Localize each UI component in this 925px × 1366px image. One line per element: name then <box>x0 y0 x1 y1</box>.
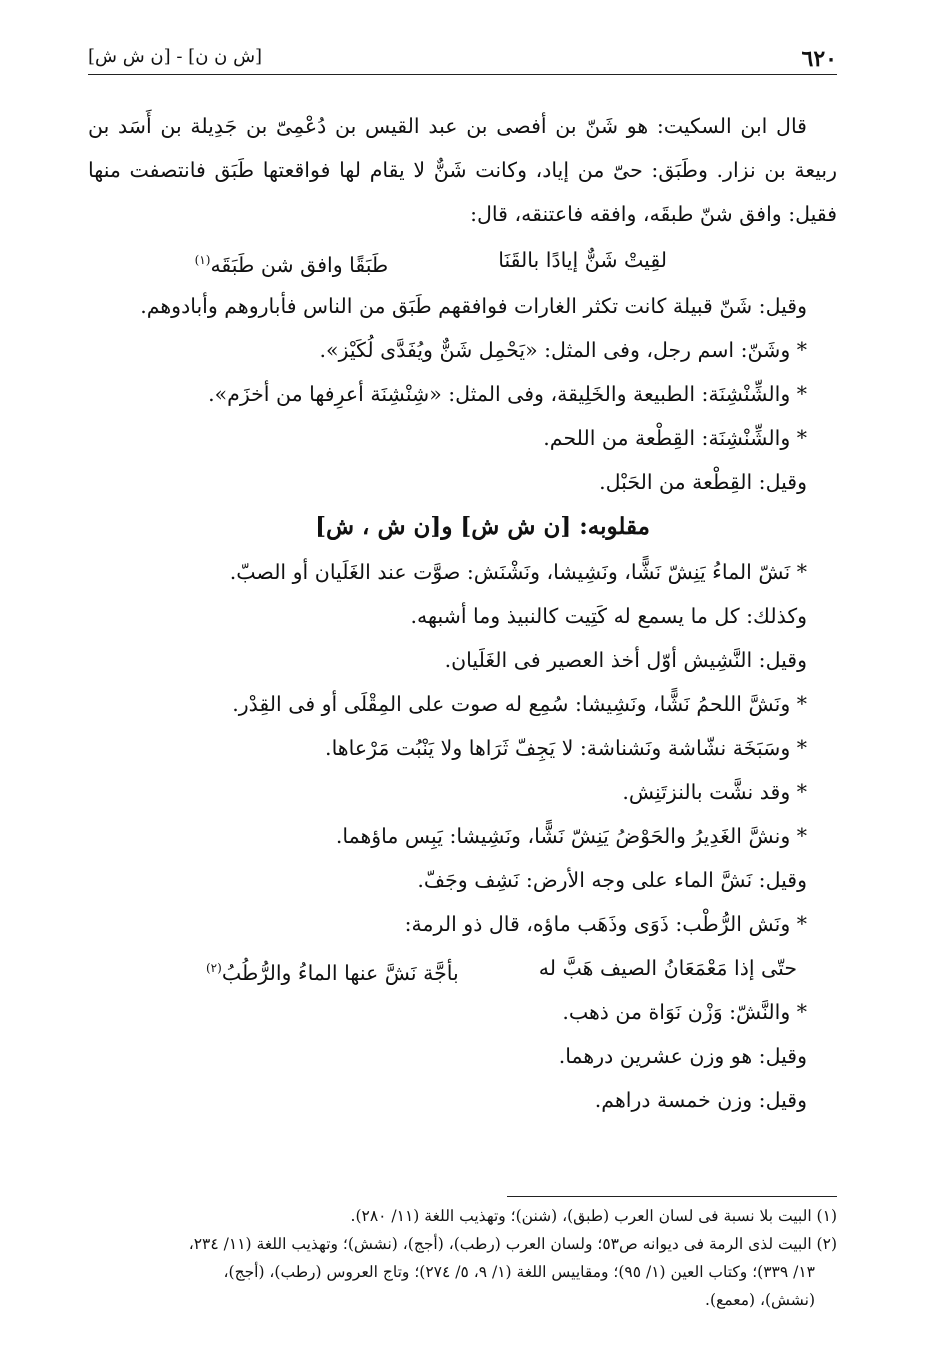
footnote-ref-2: (٢) <box>205 961 222 975</box>
text-line: وقيل: القِطْعة من الحَبْل. <box>599 470 807 494</box>
footnote-1: (١) البيت بلا نسبة فى لسان العرب (طبق)، (شنن)؛ وتهذيب اللغة (١١/ ٢٨٠). <box>350 1207 837 1225</box>
footnote-divider <box>507 1196 837 1197</box>
text-line: * والشِّنْشِنَة: القِطْعة من اللحم. <box>543 426 807 450</box>
text-line: * ونَش الرُّطْب: ذَوَى وذَهَب ماؤه، قال ذو الرمة: <box>404 912 807 936</box>
section-heading: مقلوبه: [ن ش ش] و[ن ش ، ش] <box>315 513 650 540</box>
text-line: وقيل: نَشَّ الماء على وجه الأرض: نَشِف وجَفّ. <box>417 868 807 892</box>
footnote-ref-1: (١) <box>194 253 211 267</box>
text-line: وقيل: شَنّ قبيلة كانت تكثر الغارات فوافقهم طَبَق من الناس فأباروهم وأبادوهم. <box>140 294 807 318</box>
text-line: * والنَّشّ: وَزْن نَوَاة من ذهب. <box>562 1000 807 1024</box>
page-header <box>88 44 837 75</box>
text-line: * ونشَّ الغَدِيرُ والحَوْضُ يَنِشّ نَشًّا، ونَشِيشا: يَبِس ماؤهما. <box>335 824 807 848</box>
text-line: وقيل: هو وزن عشرين درهما. <box>558 1044 807 1068</box>
footnote-2-continuation: ١٣/ ٣٣٩)؛ وكتاب العين (١/ ٩٥)؛ ومقاييس اللغة (١/ ٩، ٥/ ٢٧٤)؛ وتاج العروس (رطب)، (أجج)، <box>223 1263 815 1281</box>
footnotes <box>88 1202 837 1314</box>
running-title: [ش ن ن] - [ن ش ش] <box>88 46 263 67</box>
verse-1 <box>88 236 837 284</box>
text-line: * ونَشَّ اللحمُ نَشًّا، ونَشِيشا: سُمِع له صوت على المِقْلَى أو فى القِدْر. <box>232 692 807 716</box>
footnote-2-continuation: (نشش)، (معمع). <box>705 1291 815 1309</box>
verse-2-first-hemistich: حتّى إذا مَعْمَعَانُ الصيف هَبَّ له <box>538 956 797 980</box>
verse-1-second-hemistich: طَبَقًا وافق شن طَبَقَه$^{(١)}$ <box>194 252 389 277</box>
verse-1-first-hemistich: لقِيتْ شَنٌّ إيادًا بالقَنَا <box>498 248 667 272</box>
text-line: وقيل: النَّشِيش أوّل أخذ العصير فى الغَلَيان. <box>444 648 807 672</box>
text-line: * والشِّنْشِنَة: الطبيعة والخَلِيقة، وفى المثل: «شِنْشِنَة أعرِفها من أخزَم». <box>208 382 807 406</box>
text-line: ربيعة بن نزار. وطَبَق: حىّ من إياد، وكانت شَنٌّ لا يقام لها فواقعتها طَبَق فانتصفت منها <box>88 158 837 182</box>
text-line: * وسَبَخَة نشّاشة ونَشناشة: لا يَجِفّ ثَرَاها ولا يَنْبُت مَرْعاها. <box>325 736 807 760</box>
verse-2-second-hemistich: بأجَّة نَشَّ عنها الماءُ والرُّطُبُ$^{(٢)}$ <box>205 960 459 985</box>
page-number: ٦٢٠ <box>801 46 837 72</box>
verse-2 <box>88 946 837 990</box>
text-line: فقيل: وافق شنّ طبقَه، وافقه فاعتنقه، قال: <box>470 202 837 226</box>
text-line: * وشَنّ: اسم رجل، وفى المثل: «يَحْمِل شَنٌّ ويُفَدَّى لُكَيْز». <box>319 338 807 362</box>
text-line: وكذلك: كل ما يسمع له كَتِيت كالنبيذ وما أشبهه. <box>410 604 807 628</box>
text-line: قال ابن السكيت: هو شَنّ بن أفصى بن عبد القيس بن دُعْمِىّ بن جَدِيلة بن أَسَد بن <box>88 114 807 138</box>
text-line: وقيل: وزن خمسة دراهم. <box>594 1088 807 1112</box>
main-text <box>88 104 837 1122</box>
text-line: * نَشّ الماءُ يَنِشّ نَشًّا، ونَشِيشا، ونَشْنَش: صوَّت عند الغَلَيان أو الصبّ. <box>229 560 807 584</box>
footnote-2: (٢) البيت لذى الرمة فى ديوانه ص٥٣؛ ولسان العرب (رطب)، (أجج)، (نشش)؛ وتهذيب اللغة (١١/ ٢٣٤، <box>188 1235 837 1253</box>
text-line: * وقد نشَّت بالنزتَنِش. <box>622 780 807 804</box>
